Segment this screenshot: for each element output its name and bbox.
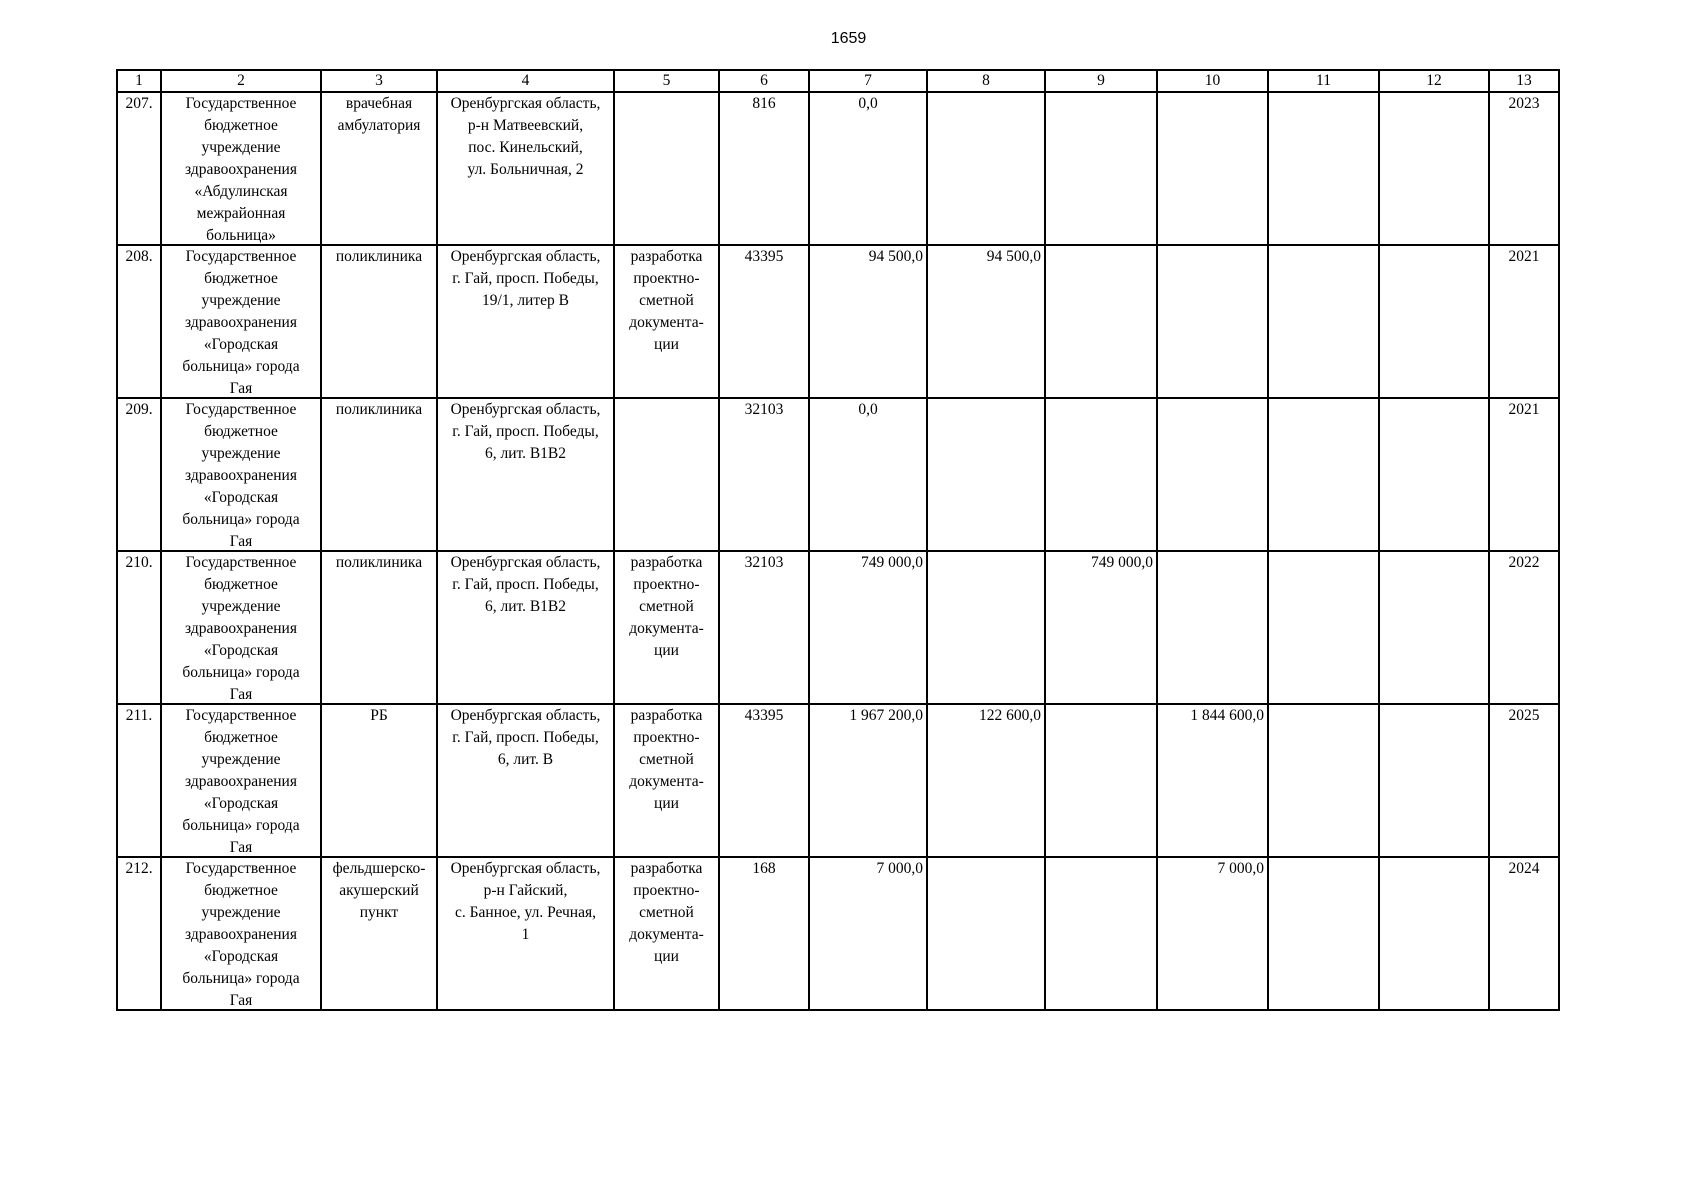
column-header: 7 <box>809 70 927 92</box>
amount-col11-cell <box>1268 704 1379 857</box>
address-cell: Оренбургская область, г. Гай, просп. Победы, 6, лит. В <box>450 707 601 768</box>
table-row <box>117 857 1559 1010</box>
amount-col8-cell <box>927 92 1045 245</box>
row-number: 211. <box>117 704 161 857</box>
column-header: 9 <box>1045 70 1157 92</box>
year-cell: 2025 <box>1489 704 1559 857</box>
address-cell: Оренбургская область, г. Гай, просп. Победы, 6, лит. В1В2 <box>450 554 601 615</box>
area-cell: 32103 <box>719 398 809 551</box>
amount-col9-cell <box>1045 245 1157 398</box>
organization-cell: Государственное бюджетное учреждение здравоохранения «Городская больница» города Гая <box>182 554 300 703</box>
address-cell: Оренбургская область, г. Гай, просп. Победы, 6, лит. В1В2 <box>450 401 601 462</box>
facility-type-cell: фельдшерско- акушерский пункт <box>332 860 426 921</box>
work-type-cell: разработка проектно- сметной документа- ции <box>629 554 704 659</box>
amount-col8-cell <box>927 398 1045 551</box>
row-number: 209. <box>117 398 161 551</box>
facility-type-cell: поликлиника <box>335 401 423 418</box>
column-header: 8 <box>927 70 1045 92</box>
amount-col8-cell: 94 500,0 <box>927 245 1045 398</box>
row-number: 212. <box>117 857 161 1010</box>
table-row <box>117 245 1559 398</box>
amount-col9-cell <box>1045 704 1157 857</box>
amount-col9-cell <box>1045 857 1157 1010</box>
area-cell: 168 <box>719 857 809 1010</box>
total-cell: 749 000,0 <box>809 551 927 704</box>
column-header: 13 <box>1489 70 1559 92</box>
year-cell: 2023 <box>1489 92 1559 245</box>
column-header: 5 <box>614 70 719 92</box>
table-row <box>117 551 1559 704</box>
amount-col10-cell <box>1157 398 1268 551</box>
amount-col11-cell <box>1268 398 1379 551</box>
work-type-cell: разработка проектно- сметной документа- ции <box>629 860 704 965</box>
column-header: 3 <box>321 70 437 92</box>
amount-col12-cell <box>1379 551 1489 704</box>
address-cell: Оренбургская область, г. Гай, просп. Победы, 19/1, литер В <box>450 248 601 309</box>
column-header: 11 <box>1268 70 1379 92</box>
organization-cell: Государственное бюджетное учреждение здравоохранения «Городская больница» города Гая <box>182 248 300 397</box>
address-cell: Оренбургская область, р-н Матвеевский, пос. Кинельский, ул. Больничная, 2 <box>450 95 601 178</box>
facility-type-cell: поликлиника <box>335 554 423 571</box>
facility-type-cell: поликлиника <box>335 248 423 265</box>
row-number: 208. <box>117 245 161 398</box>
facility-type-cell: врачебная амбулатория <box>337 95 421 134</box>
total-cell: 0,0 <box>809 92 927 245</box>
column-header: 12 <box>1379 70 1489 92</box>
area-cell: 816 <box>719 92 809 245</box>
amount-col8-cell: 122 600,0 <box>927 704 1045 857</box>
amount-col12-cell <box>1379 245 1489 398</box>
amount-col12-cell <box>1379 398 1489 551</box>
total-cell: 0,0 <box>809 398 927 551</box>
organization-cell: Государственное бюджетное учреждение здравоохранения «Городская больница» города Гая <box>182 860 300 1009</box>
amount-col11-cell <box>1268 857 1379 1010</box>
amount-col10-cell <box>1157 245 1268 398</box>
total-cell: 7 000,0 <box>809 857 927 1010</box>
organization-cell: Государственное бюджетное учреждение здравоохранения «Городская больница» города Гая <box>182 707 300 856</box>
amount-col12-cell <box>1379 704 1489 857</box>
amount-col12-cell <box>1379 92 1489 245</box>
organization-cell: Государственное бюджетное учреждение здравоохранения «Городская больница» города Гая <box>182 401 300 550</box>
amount-col11-cell <box>1268 245 1379 398</box>
organization-cell: Государственное бюджетное учреждение здравоохранения «Абдулинская межрайонная больница» <box>185 95 297 244</box>
table-row <box>117 92 1559 245</box>
total-cell: 1 967 200,0 <box>809 704 927 857</box>
amount-col12-cell <box>1379 857 1489 1010</box>
amount-col9-cell <box>1045 92 1157 245</box>
column-header: 1 <box>117 70 161 92</box>
work-type-cell: разработка проектно- сметной документа- ции <box>629 707 704 812</box>
amount-col8-cell <box>927 551 1045 704</box>
amount-col8-cell <box>927 857 1045 1010</box>
area-cell: 43395 <box>719 704 809 857</box>
column-header: 10 <box>1157 70 1268 92</box>
column-header: 2 <box>161 70 321 92</box>
total-cell: 94 500,0 <box>809 245 927 398</box>
amount-col9-cell: 749 000,0 <box>1045 551 1157 704</box>
year-cell: 2021 <box>1489 245 1559 398</box>
column-header: 4 <box>437 70 614 92</box>
amount-col9-cell <box>1045 398 1157 551</box>
amount-col10-cell <box>1157 92 1268 245</box>
table-row <box>117 398 1559 551</box>
header-row <box>117 70 1559 92</box>
row-number: 207. <box>117 92 161 245</box>
amount-col10-cell: 1 844 600,0 <box>1157 704 1268 857</box>
area-cell: 43395 <box>719 245 809 398</box>
work-type-cell: разработка проектно- сметной документа- ции <box>629 248 704 353</box>
row-number: 210. <box>117 551 161 704</box>
amount-col11-cell <box>1268 551 1379 704</box>
facility-type-cell: РБ <box>370 707 388 724</box>
table-row <box>117 704 1559 857</box>
page-number: 1659 <box>830 30 867 47</box>
column-header: 6 <box>719 70 809 92</box>
year-cell: 2022 <box>1489 551 1559 704</box>
year-cell: 2024 <box>1489 857 1559 1010</box>
amount-col11-cell <box>1268 92 1379 245</box>
amount-col10-cell <box>1157 551 1268 704</box>
address-cell: Оренбургская область, р-н Гайский, с. Банное, ул. Речная, 1 <box>450 860 601 943</box>
area-cell: 32103 <box>719 551 809 704</box>
data-table <box>116 69 1560 1011</box>
amount-col10-cell: 7 000,0 <box>1157 857 1268 1010</box>
year-cell: 2021 <box>1489 398 1559 551</box>
